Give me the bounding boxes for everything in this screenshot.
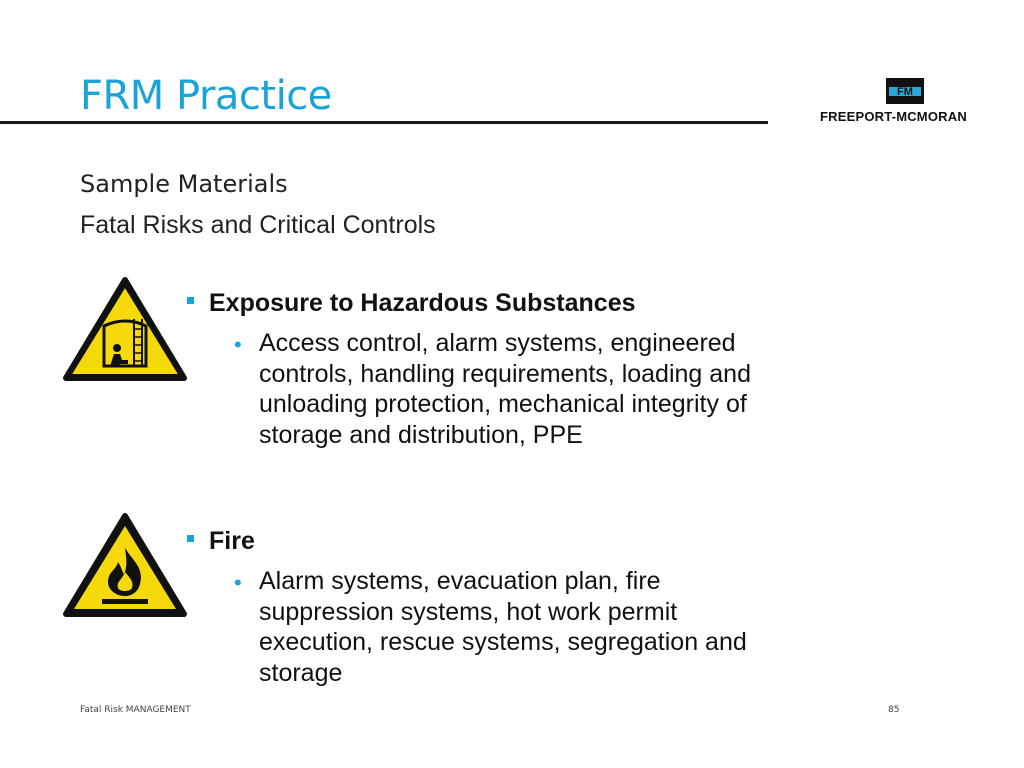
title-divider	[0, 121, 768, 124]
fm-logo-icon	[886, 78, 924, 104]
subtitle-sample-materials: Sample Materials	[80, 170, 288, 198]
logo-wordmark: FREEPORT-MCMORAN	[820, 109, 967, 124]
risk-heading-hazardous-substances: Exposure to Hazardous Substances	[209, 289, 636, 317]
bullet-dot: •	[234, 570, 242, 595]
risk-heading-fire: Fire	[209, 527, 255, 555]
risk-controls-hazardous-substances: Access control, alarm systems, engineered controls, handling requirements, loading and unloading protection, mechanical integrity of storage and distribution, PPE	[259, 329, 751, 449]
bullet-square	[187, 297, 194, 304]
logo-mark-text: FM	[897, 86, 913, 98]
confined-space-warning-icon	[62, 274, 188, 384]
bullet-dot: •	[234, 332, 242, 357]
footer-label: Fatal Risk MANAGEMENT	[80, 705, 191, 715]
page-title: FRM Practice	[80, 73, 332, 119]
company-logo	[818, 76, 994, 128]
bullet-square	[187, 535, 194, 542]
page-number: 85	[888, 705, 900, 715]
risk-controls-fire: Alarm systems, evacuation plan, fire suppression systems, hot work permit execution, rescue systems, segregation and storage	[259, 567, 747, 687]
subtitle-fatal-risks: Fatal Risks and Critical Controls	[80, 211, 436, 239]
fire-warning-icon	[62, 510, 188, 620]
